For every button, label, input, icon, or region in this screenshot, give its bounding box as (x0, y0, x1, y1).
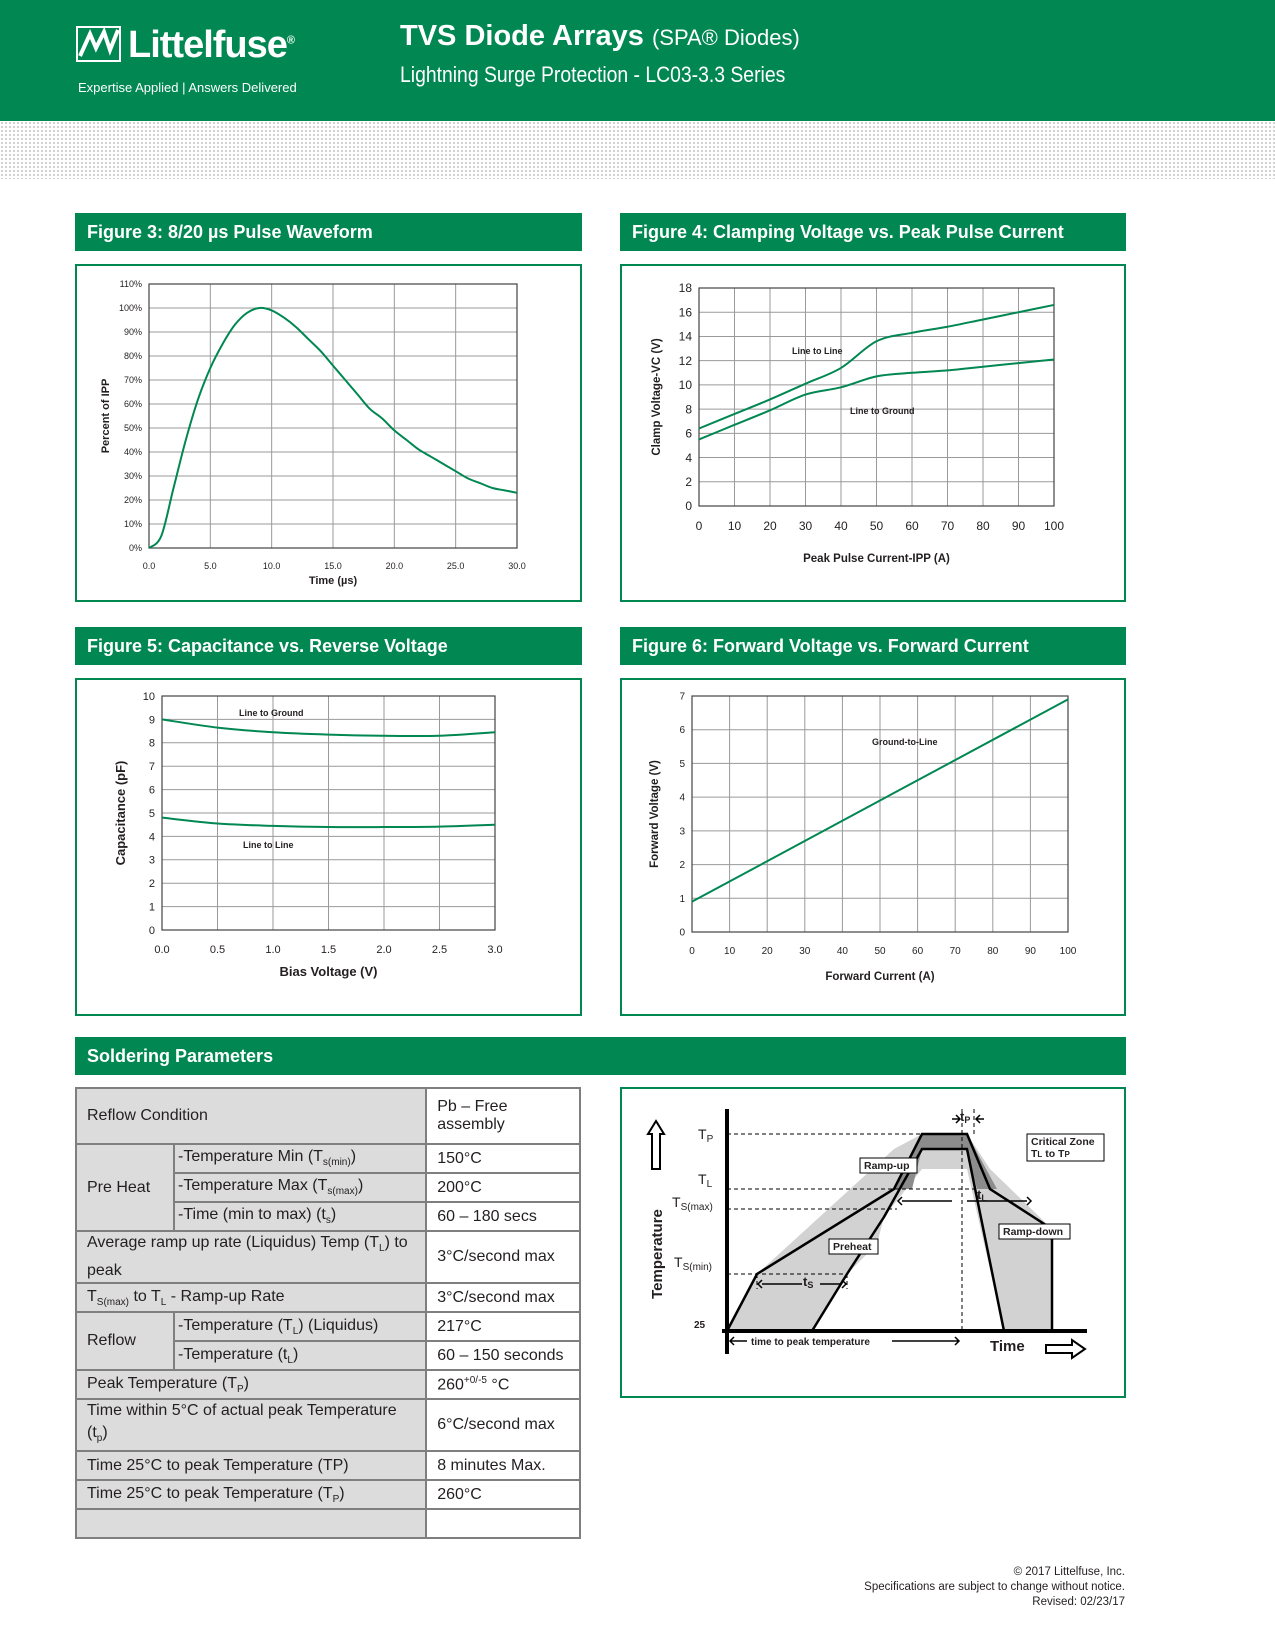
param-label: Reflow (76, 1312, 174, 1370)
x-tick-label: 10 (724, 946, 736, 957)
y-tick-label: 4 (679, 792, 685, 804)
fig6-chart (622, 680, 1124, 1014)
x-tick-label: 70 (940, 519, 955, 533)
y-axis-label: Clamp Voltage-VC (V) (651, 338, 663, 456)
y-tick-label: 9 (148, 714, 155, 727)
reflow-profile-diagram (622, 1089, 1124, 1396)
y-tick-label: 0% (128, 543, 142, 554)
param-value: 217°C (426, 1312, 580, 1341)
table-row (76, 1451, 580, 1480)
fig6-chart-frame (620, 678, 1126, 1016)
brand-tagline: Expertise Applied | Answers Delivered (78, 80, 297, 95)
y-tick-label: 50% (123, 423, 142, 434)
param-label (76, 1509, 426, 1538)
x-tick-label: 60 (912, 946, 924, 957)
y-tick-label: 6 (685, 426, 692, 441)
x-tick-label: 0.5 (209, 944, 226, 956)
x-tick-label: 3.0 (487, 944, 503, 956)
x-tick-label: 30 (799, 946, 811, 957)
x-tick-label: 50 (874, 946, 886, 957)
param-value: 60 – 150 seconds (426, 1341, 580, 1370)
y-tick-label: 3 (148, 854, 155, 867)
y-axis-label: Percent of IPP (100, 378, 112, 454)
param-sublabel: -Temperature $(T_L)$ (Liquidus) (174, 1312, 426, 1341)
x-tick-label: 60 (905, 519, 919, 533)
y-tick-label: 1 (679, 893, 685, 905)
x-axis-label: Time (µs) (308, 575, 358, 587)
x-tick-label: 90 (1024, 946, 1036, 957)
y-tick-label: 70% (123, 375, 142, 386)
x-axis-label: Forward Current (A) (825, 971, 935, 983)
x-tick-label: 15.0 (324, 561, 342, 571)
x-tick-label: 100 (1043, 519, 1065, 533)
x-tick-label: 40 (834, 519, 848, 533)
littelfuse-logo-icon (76, 26, 121, 62)
x-tick-label: 80 (976, 519, 990, 533)
reflow-profile-frame (620, 1087, 1126, 1398)
y-tick-label: 0 (148, 924, 155, 937)
x-tick-label: 5.0 (204, 561, 217, 571)
y-tick-label: 100% (118, 303, 142, 314)
y-tick-label: 10% (123, 519, 142, 530)
notice-text: Specifications are subject to change without notice. (864, 1581, 1125, 1593)
fig4-chart (622, 266, 1124, 600)
param-sublabel: -Temperature $(t_L)$ (174, 1341, 426, 1370)
y-tick-label: 90% (123, 327, 142, 338)
param-value: Pb – Free assembly (426, 1088, 580, 1144)
y-axis-label: Capacitance (pF) (113, 760, 128, 866)
x-tick-label: 40 (836, 946, 848, 957)
label-critical-zone: Critical Zone (1031, 1136, 1095, 1148)
x-tick-label: 0.0 (154, 944, 170, 956)
fig5-chart (77, 680, 580, 1014)
fig3-title: Figure 3: 8/20 µs Pulse Waveform (75, 213, 582, 251)
x-axis-label: Peak Pulse Current-IPP (A) (803, 553, 950, 565)
x-tick-label: 20 (761, 946, 773, 957)
x-tick-label: 10 (727, 519, 742, 533)
label-ramp-down: Ramp-down (1003, 1226, 1064, 1238)
x-tick-label: 90 (1011, 519, 1026, 533)
param-value: 60 – 180 secs (426, 1202, 580, 1231)
param-value: 8 minutes Max. (426, 1451, 580, 1480)
profile-x-label: Time (990, 1338, 1025, 1355)
y-tick-label: 2 (679, 860, 685, 872)
x-tick-label: 20 (763, 519, 777, 533)
y-tick-label: 8 (148, 737, 155, 750)
param-label: Peak Temperature $(T_P)$ (76, 1370, 426, 1399)
y-tick-label: 1 (148, 901, 155, 914)
label-tsmin: $T_{S(min)}$ (674, 1254, 713, 1273)
label-ts-small: tS (803, 1274, 814, 1290)
y-tick-label: 0 (679, 927, 685, 939)
y-tick-label: 10 (142, 690, 155, 703)
soldering-parameters-table (75, 1087, 581, 1539)
label-tsmax: $T_{S(max)}$ (672, 1194, 713, 1213)
param-sublabel: -Temperature Min $(T_{s(min)})$ (174, 1144, 426, 1173)
x-tick-label: 10.0 (262, 561, 281, 571)
y-tick-label: 4 (685, 450, 692, 465)
y-tick-label: 6 (148, 784, 155, 797)
y-tick-label: 20% (123, 495, 142, 506)
x-tick-label: 2.5 (431, 944, 448, 956)
table-row (76, 1312, 580, 1341)
temperature-arrow-icon (648, 1121, 664, 1169)
y-tick-label: 16 (678, 305, 692, 320)
param-value (426, 1509, 580, 1538)
param-value: 150°C (426, 1144, 580, 1173)
param-label: $T_{S(max)}$ to $T_L$ - Ramp-up Rate (76, 1283, 426, 1312)
x-tick-label: 1.0 (265, 944, 281, 956)
revised-text: Revised: 02/23/17 (1032, 1596, 1125, 1608)
label-tp-small: tP (960, 1109, 971, 1125)
table-row (76, 1399, 580, 1451)
x-tick-label: 20.0 (385, 561, 404, 571)
param-value: 260°C (426, 1480, 580, 1509)
tp-arrow-right-icon (976, 1115, 984, 1123)
x-tick-label: 50 (869, 519, 884, 533)
param-value: 3°C/second max (426, 1283, 580, 1312)
x-tick-label: 80 (987, 946, 999, 957)
param-label: Time 25°C to peak Temperature $(T_P)$ (76, 1480, 426, 1509)
label-tp: $T_P$ (698, 1126, 714, 1145)
param-value: 3°C/second max (426, 1231, 580, 1283)
x-axis-label: Bias Voltage (V) (279, 964, 378, 979)
param-label: Pre Heat (76, 1144, 174, 1231)
fig3-chart-frame (75, 264, 582, 602)
table-row (76, 1480, 580, 1509)
y-axis-label: Forward Voltage (V) (649, 760, 661, 868)
label-time-to-peak: time to peak temperature (751, 1337, 870, 1348)
param-label: Time within 5°C of actual peak Temperature $(t_p)$ (76, 1399, 426, 1451)
brand-name: Littelfuse® (128, 24, 295, 66)
y-tick-label: 40% (123, 447, 142, 458)
table-row (76, 1144, 580, 1173)
table-row (76, 1231, 580, 1283)
param-label: Average ramp up rate (Liquidus) Temp $(T_L)$ to peak (76, 1231, 426, 1283)
x-tick-label: 0 (695, 519, 703, 533)
label-tl-small: tL (977, 1187, 987, 1203)
table-row (76, 1370, 580, 1399)
y-tick-label: 5 (148, 807, 155, 820)
fig4-chart-frame (620, 264, 1126, 602)
y-tick-label: 2 (685, 474, 692, 489)
x-tick-label: 30 (798, 519, 813, 533)
x-tick-label: 1.5 (320, 944, 337, 956)
page-footer (864, 1565, 1125, 1610)
param-sublabel: -Temperature Max $(T_{s(max)})$ (174, 1173, 426, 1202)
fig6-title: Figure 6: Forward Voltage vs. Forward Current (620, 627, 1126, 665)
y-tick-label: 12 (678, 353, 692, 368)
table-row (76, 1509, 580, 1538)
x-tick-label: 100 (1059, 946, 1077, 957)
y-tick-label: 3 (679, 826, 685, 838)
page-title: TVS Diode Arrays (SPA® Diodes) (400, 20, 800, 52)
fig5-chart-frame (75, 678, 582, 1016)
x-tick-label: 0.0 (142, 561, 156, 571)
y-tick-label: 6 (679, 725, 685, 737)
chart-annotation: Line to Line (243, 840, 294, 850)
y-tick-label: 8 (685, 402, 692, 417)
y-tick-label: 7 (679, 691, 685, 703)
x-tick-label: 2.0 (376, 944, 392, 956)
soldering-title: Soldering Parameters (75, 1037, 1126, 1075)
y-tick-label: 5 (679, 758, 685, 770)
profile-y-label: Temperature (649, 1209, 666, 1299)
fig5-title: Figure 5: Capacitance vs. Reverse Voltage (75, 627, 582, 665)
copyright-text: © 2017 Littelfuse, Inc. (1013, 1566, 1125, 1578)
chart-annotation: Line to Ground (239, 708, 304, 718)
y-tick-label: 10 (678, 378, 692, 393)
chart-annotation: Line to Ground (850, 406, 915, 416)
page-subtitle: Lightning Surge Protection - LC03-3.3 Series (400, 62, 786, 87)
label-preheat: Preheat (833, 1241, 872, 1253)
table-row (76, 1283, 580, 1312)
fig4-title: Figure 4: Clamping Voltage vs. Peak Pulse Current (620, 213, 1126, 251)
fig3-chart (77, 266, 580, 600)
param-sublabel: -Time (min to max) $(t_s)$ (174, 1202, 426, 1231)
table-row (76, 1088, 580, 1144)
x-tick-label: 30.0 (508, 561, 526, 571)
label-tl: $T_L$ (698, 1171, 713, 1190)
label-25: 25 (694, 1320, 706, 1331)
y-tick-label: 14 (678, 329, 692, 344)
y-tick-label: 18 (678, 281, 692, 296)
y-tick-label: 2 (148, 878, 155, 891)
param-value: $260^{+0/-5}$ °C (426, 1370, 580, 1399)
page-header (0, 0, 1275, 121)
y-tick-label: 30% (123, 471, 142, 482)
param-value: 6°C/second max (426, 1399, 580, 1451)
y-tick-label: 7 (148, 761, 155, 774)
param-value: 200°C (426, 1173, 580, 1202)
tp-arrow-left-icon (952, 1115, 960, 1123)
time-arrow-icon (1046, 1340, 1085, 1358)
chart-annotation: Ground-to-Line (872, 737, 938, 747)
x-tick-label: 0 (689, 946, 695, 957)
y-tick-label: 0 (685, 499, 692, 514)
dot-pattern-band (0, 121, 1275, 179)
chart-annotation: Line to Line (792, 346, 843, 356)
x-tick-label: 70 (949, 946, 961, 957)
x-tick-label: 25.0 (446, 561, 465, 571)
y-tick-label: 60% (123, 399, 142, 410)
param-label: Time 25°C to peak Temperature (TP) (76, 1451, 426, 1480)
y-tick-label: 110% (119, 279, 142, 290)
y-tick-label: 4 (148, 831, 155, 844)
label-tl-to-tp: TL to TP (1031, 1148, 1070, 1160)
label-ramp-up: Ramp-up (864, 1160, 910, 1172)
param-label: Reflow Condition (76, 1088, 426, 1144)
y-tick-label: 80% (123, 351, 142, 362)
